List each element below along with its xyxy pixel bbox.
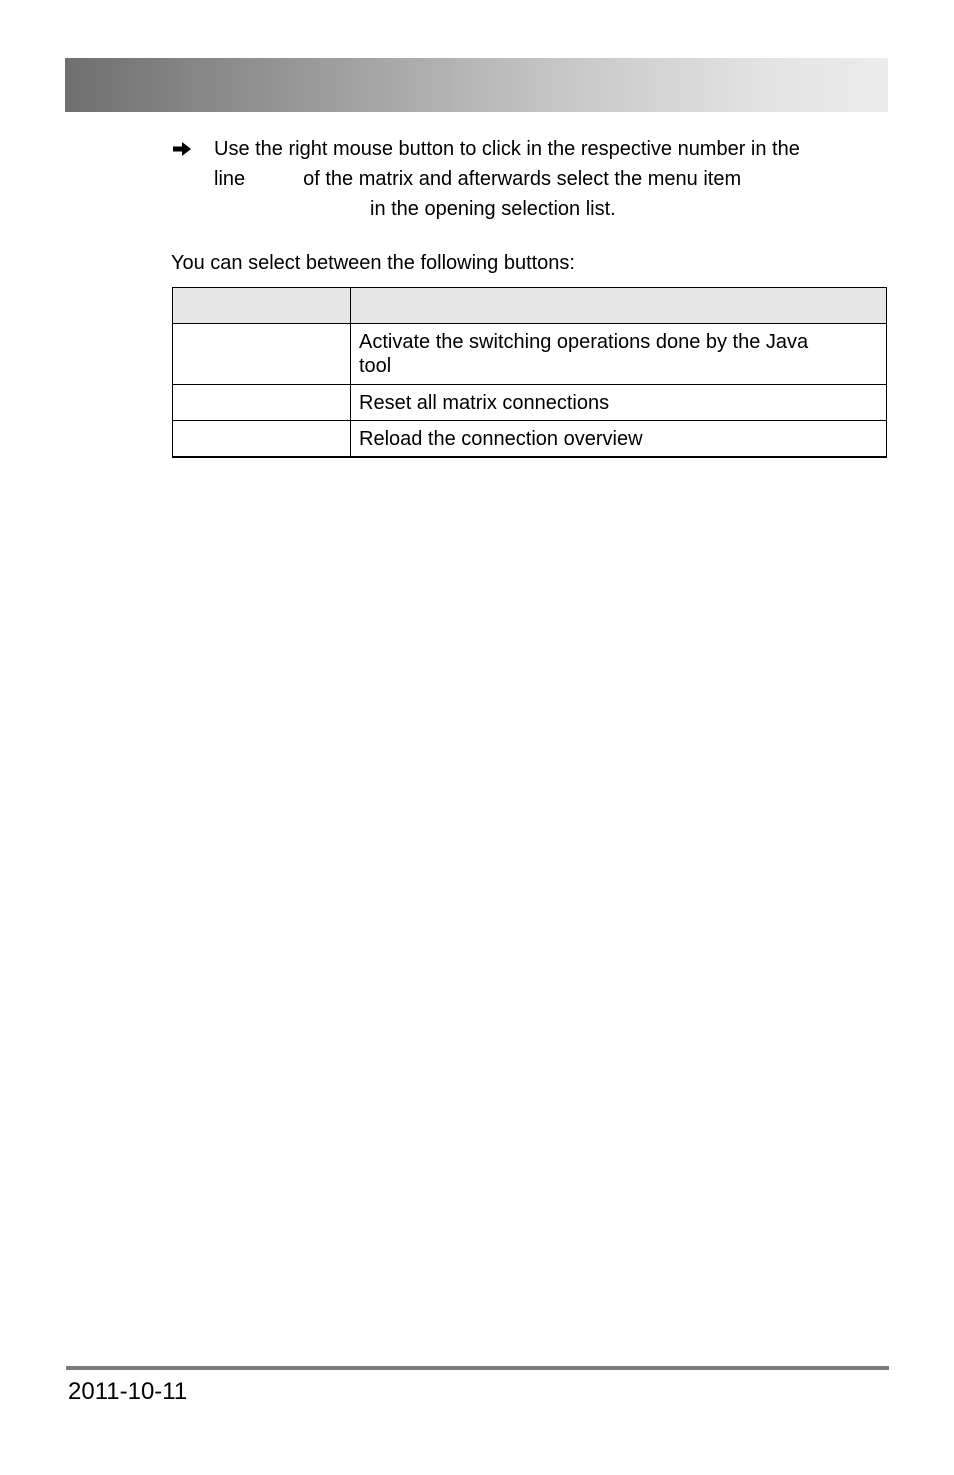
page-header-bar xyxy=(65,58,888,112)
table-cell-description: Reset all matrix connections xyxy=(351,385,887,421)
footer-date: 2011-10-11 xyxy=(68,1378,188,1405)
table-cell-button xyxy=(173,421,351,458)
table-header-function xyxy=(351,288,887,324)
right-arrow-icon xyxy=(172,134,194,164)
table-cell-description: Reload the connection overview xyxy=(351,421,887,458)
instruction-line-2 xyxy=(214,164,874,194)
footer-divider xyxy=(66,1366,889,1370)
table-row xyxy=(173,385,887,421)
intro-text: You can select between the following buttons: xyxy=(171,252,575,274)
instruction-line-2-start: line xyxy=(214,168,246,190)
table-cell-button xyxy=(173,385,351,421)
buttons-table xyxy=(172,287,887,458)
table-header-row xyxy=(173,288,887,324)
instruction-line-1: Use the right mouse button to click in the respective number in the xyxy=(214,138,800,160)
table-row xyxy=(173,421,887,458)
table-row xyxy=(173,324,887,385)
table-cell-description: Activate the switching operations done by the Java tool xyxy=(351,324,887,385)
instruction-line-3 xyxy=(214,194,874,224)
instruction-line-2-end: of the matrix and afterwards select the menu item xyxy=(303,168,742,190)
table-header-button xyxy=(173,288,351,324)
instruction-line-3-text: in the opening selection list. xyxy=(370,198,616,220)
table-cell-button xyxy=(173,324,351,385)
